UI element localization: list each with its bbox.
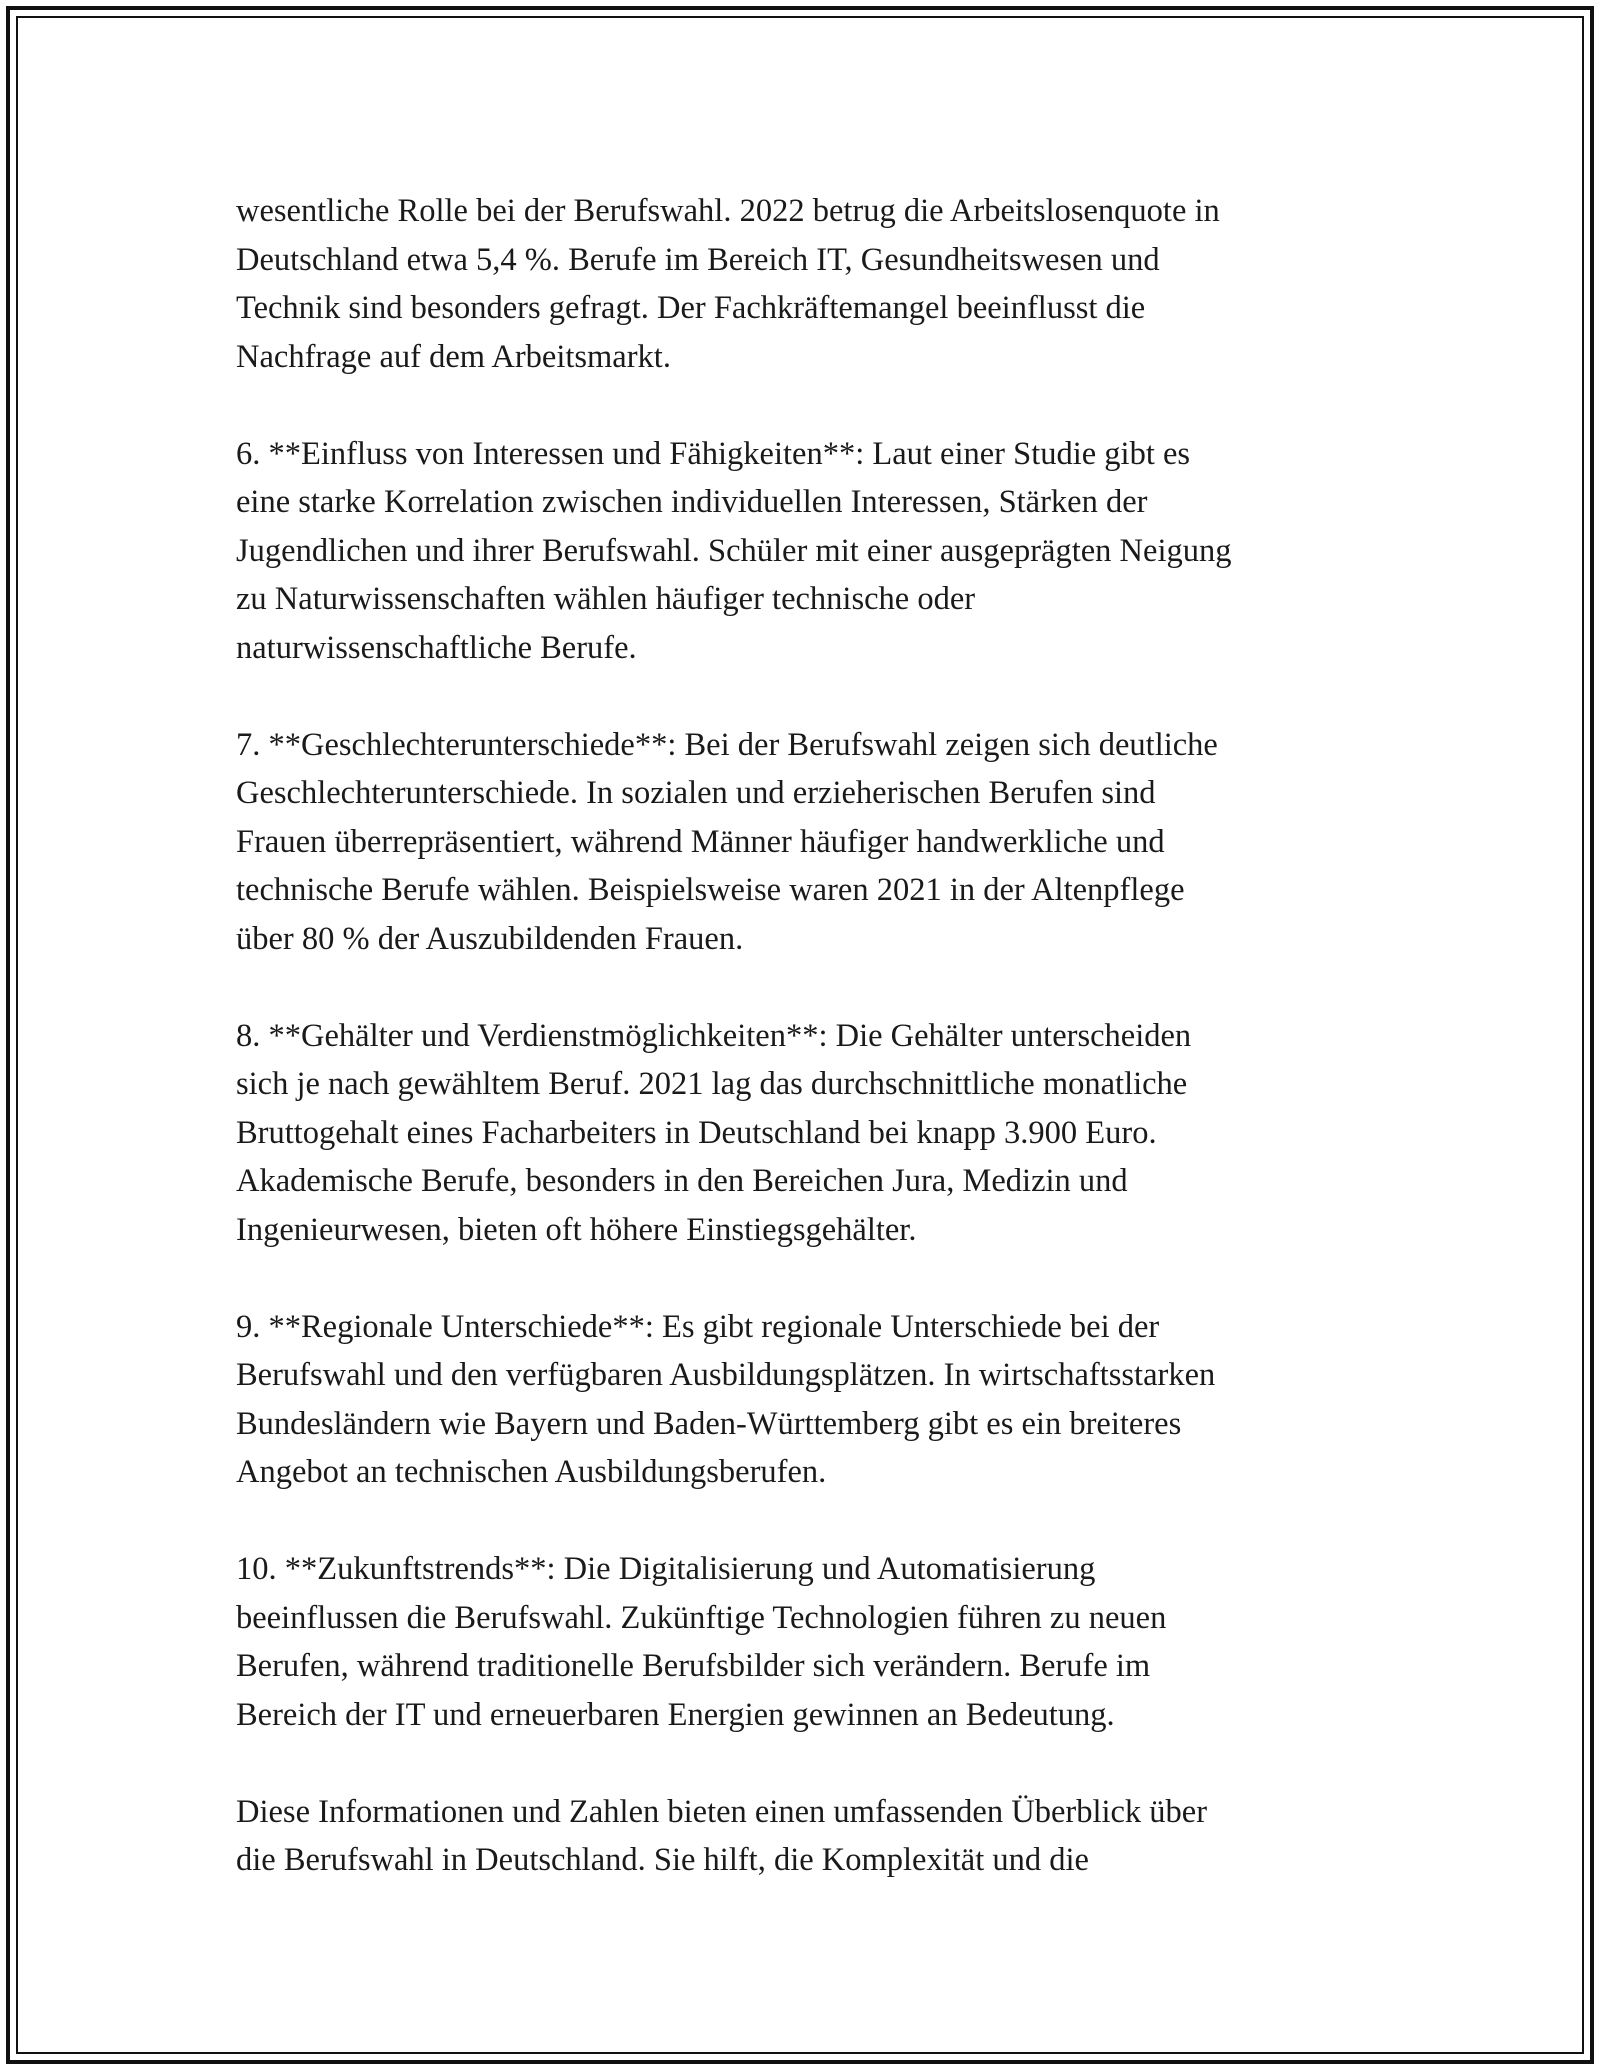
text-line: Ingenieurwesen, bieten oft höhere Einstiegsgehälter.	[236, 1211, 917, 1248]
text-line: die Berufswahl in Deutschland. Sie hilft, die Komplexität und die	[236, 1842, 1089, 1878]
text-line: wesentliche Rolle bei der Berufswahl. 2022 betrug die Arbeitslosenquote in	[236, 193, 1220, 229]
text-line: Frauen überrepräsentiert, während Männer häufiger handwerkliche und	[236, 823, 1165, 860]
text-line: 7. **Geschlechterunterschiede**: Bei der Berufswahl zeigen sich deutliche	[236, 726, 1218, 763]
text-line: Deutschland etwa 5,4 %. Berufe im Bereich IT, Gesundheitswesen und	[236, 241, 1160, 278]
paragraph-item-6	[236, 430, 1416, 673]
text-line: eine starke Korrelation zwischen individuellen Interessen, Stärken der	[236, 484, 1148, 520]
text-line: Diese Informationen und Zahlen bieten einen umfassenden Überblick über	[236, 1793, 1208, 1830]
text-line: Geschlechterunterschiede. In sozialen und erzieherischen Berufen sind	[236, 775, 1156, 811]
paragraph-item-9	[236, 1303, 1416, 1497]
paragraph-intro-continuation	[236, 187, 1416, 381]
paragraph-item-10	[236, 1545, 1416, 1739]
text-line: Akademische Berufe, besonders in den Bereichen Jura, Medizin und	[236, 1163, 1128, 1199]
text-line: Berufswahl und den verfügbaren Ausbildungsplätzen. In wirtschaftsstarken	[236, 1357, 1216, 1393]
text-line: zu Naturwissenschaften wählen häufiger technische oder	[236, 581, 976, 617]
text-line: Bruttogehalt eines Facharbeiters in Deutschland bei knapp 3.900 Euro.	[236, 1114, 1157, 1151]
text-line: sich je nach gewähltem Beruf. 2021 lag das durchschnittliche monatliche	[236, 1066, 1188, 1102]
text-line: Bundesländern wie Bayern und Baden-Württemberg gibt es ein breiteres	[236, 1405, 1182, 1442]
text-line: 6. **Einfluss von Interessen und Fähigkeiten**: Laut einer Studie gibt es	[236, 435, 1191, 472]
text-line: Jugendlichen und ihrer Berufswahl. Schüler mit einer ausgeprägten Neigung	[236, 532, 1232, 569]
text-line: beeinflussen die Berufswahl. Zukünftige Technologien führen zu neuen	[236, 1599, 1167, 1636]
text-line: Angebot an technischen Ausbildungsberufen.	[236, 1454, 827, 1490]
paragraph-item-7	[236, 721, 1416, 964]
text-line: Technik sind besonders gefragt. Der Fachkräftemangel beeinflusst die	[236, 290, 1146, 326]
text-line: 10. **Zukunftstrends**: Die Digitalisierung und Automatisierung	[236, 1551, 1096, 1587]
document-body	[236, 187, 1416, 1933]
text-line: 8. **Gehälter und Verdienstmöglichkeiten**: Die Gehälter unterscheiden	[236, 1017, 1192, 1054]
text-line: Berufen, während traditionelle Berufsbilder sich verändern. Berufe im	[236, 1648, 1151, 1684]
paragraph-conclusion	[236, 1788, 1416, 1885]
text-line: 9. **Regionale Unterschiede**: Es gibt regionale Unterschiede bei der	[236, 1308, 1160, 1345]
text-line: Nachfrage auf dem Arbeitsmarkt.	[236, 338, 671, 375]
text-line: über 80 % der Auszubildenden Frauen.	[236, 920, 744, 957]
text-line: naturwissenschaftliche Berufe.	[236, 629, 637, 666]
text-line: technische Berufe wählen. Beispielsweise waren 2021 in der Altenpflege	[236, 872, 1185, 908]
text-line: Bereich der IT und erneuerbaren Energien gewinnen an Bedeutung.	[236, 1696, 1115, 1733]
paragraph-item-8	[236, 1012, 1416, 1255]
